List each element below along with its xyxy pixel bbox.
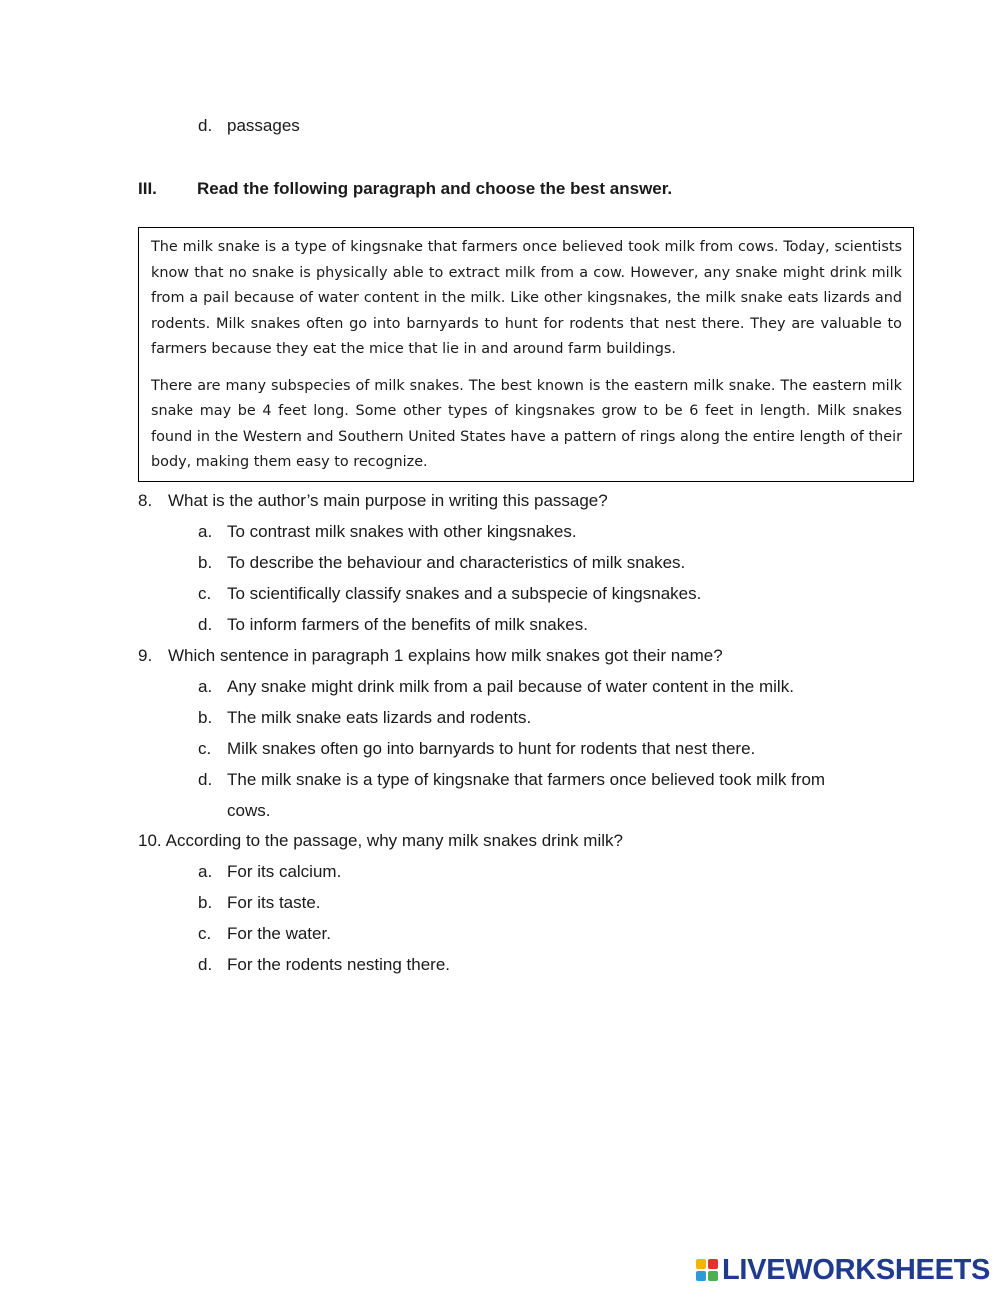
q10-option-a[interactable] bbox=[198, 862, 341, 882]
question-number: 10. bbox=[138, 831, 162, 850]
option-letter: d. bbox=[198, 955, 213, 974]
option-letter: d. bbox=[198, 116, 213, 135]
q8-option-a[interactable] bbox=[198, 522, 577, 542]
option-text: The milk snake is a type of kingsnake that farmers once believed took milk from bbox=[227, 770, 826, 789]
logo-text: LIVEWORKSHEETS bbox=[722, 1253, 991, 1286]
section-numeral: III. bbox=[138, 179, 157, 198]
passage-paragraph-2: There are many subspecies of milk snakes. The best known is the eastern milk snake. The eastern milk snake may be 4 feet long. Some other types of kingsnakes grow to be 6 feet in length. Milk snakes found in the Western and Southern United States have a pattern of rings along the entire length of their body, making them easy to recognize. bbox=[151, 377, 902, 470]
section-title: Read the following paragraph and choose the best answer. bbox=[197, 179, 673, 198]
q8-option-c[interactable] bbox=[198, 584, 701, 604]
logo-block-green bbox=[708, 1271, 718, 1281]
option-text: Milk snakes often go into barnyards to hunt for rodents that nest there. bbox=[227, 739, 756, 758]
option-text: To scientifically classify snakes and a subspecie of kingsnakes. bbox=[227, 584, 702, 603]
logo-block-red bbox=[708, 1259, 718, 1269]
option-text: The milk snake eats lizards and rodents. bbox=[227, 708, 532, 727]
option-text: For its taste. bbox=[227, 893, 321, 912]
option-letter: a. bbox=[198, 677, 213, 696]
question-text: According to the passage, why many milk snakes drink milk? bbox=[165, 831, 623, 850]
option-text-continuation: cows. bbox=[227, 801, 271, 820]
option-letter: c. bbox=[198, 739, 212, 758]
option-text: For its calcium. bbox=[227, 862, 342, 881]
option-letter: b. bbox=[198, 708, 213, 727]
question-8 bbox=[138, 491, 608, 511]
option-text: passages bbox=[227, 116, 300, 135]
option-letter: a. bbox=[198, 522, 213, 541]
q9-option-a[interactable] bbox=[198, 677, 794, 697]
q9-option-b[interactable] bbox=[198, 708, 531, 728]
option-text: For the water. bbox=[227, 924, 331, 943]
option-text: For the rodents nesting there. bbox=[227, 955, 451, 974]
option-letter: b. bbox=[198, 893, 213, 912]
q10-option-d[interactable] bbox=[198, 955, 450, 975]
q10-option-c[interactable] bbox=[198, 924, 331, 944]
reading-passage bbox=[138, 227, 914, 482]
q10-option-b[interactable] bbox=[198, 893, 321, 913]
option-text: To describe the behaviour and characteristics of milk snakes. bbox=[227, 553, 686, 572]
option-letter: c. bbox=[198, 924, 212, 943]
option-text: Any snake might drink milk from a pail because of water content in the milk. bbox=[227, 677, 794, 696]
option-letter: b. bbox=[198, 553, 213, 572]
prev-question-option-d[interactable] bbox=[198, 116, 300, 136]
question-number: 9. bbox=[138, 646, 153, 665]
question-text: Which sentence in paragraph 1 explains how milk snakes got their name? bbox=[168, 646, 723, 665]
logo-block-blue bbox=[696, 1271, 706, 1281]
option-text: To contrast milk snakes with other kingsnakes. bbox=[227, 522, 577, 541]
question-10 bbox=[138, 831, 623, 851]
question-text: What is the author’s main purpose in writing this passage? bbox=[168, 491, 608, 510]
option-letter: c. bbox=[198, 584, 212, 603]
option-letter: d. bbox=[198, 615, 213, 634]
q8-option-b[interactable] bbox=[198, 553, 685, 573]
q9-option-d-continuation bbox=[227, 801, 270, 821]
q9-option-c[interactable] bbox=[198, 739, 755, 759]
question-number: 8. bbox=[138, 491, 153, 510]
q9-option-d[interactable] bbox=[198, 770, 825, 790]
option-text: To inform farmers of the benefits of milk snakes. bbox=[227, 615, 588, 634]
q8-option-d[interactable] bbox=[198, 615, 588, 635]
option-letter: a. bbox=[198, 862, 213, 881]
logo-blocks-icon bbox=[696, 1259, 718, 1281]
logo-block-yellow bbox=[696, 1259, 706, 1269]
passage-paragraph-1: The milk snake is a type of kingsnake that farmers once believed took milk from cows. Today, scientists know that no snake is physically able to extract milk from a cow. However, any snake might drink milk from a pail because of water content in the milk. Like other kingsnakes, the milk snake eats lizards and rodents. Milk snakes often go into barnyards to hunt for rodents that nest there. They are valuable to farmers because they eat the mice that lie in and around farm buildings. bbox=[151, 239, 902, 357]
option-letter: d. bbox=[198, 770, 213, 789]
question-9 bbox=[138, 646, 723, 666]
section-heading bbox=[138, 179, 672, 199]
liveworksheets-logo[interactable] bbox=[696, 1253, 990, 1287]
